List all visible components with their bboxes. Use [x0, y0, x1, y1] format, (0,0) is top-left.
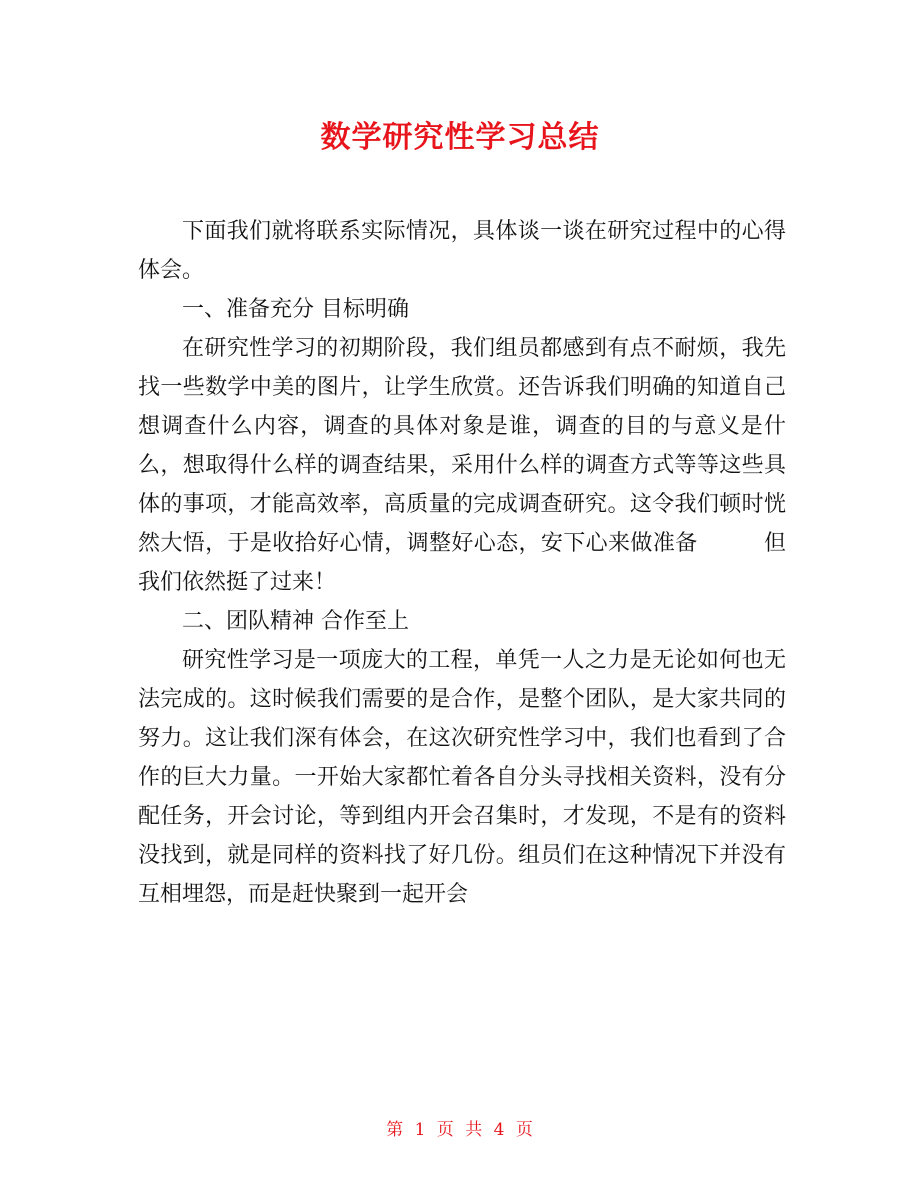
heading-teamwork: 二、团队精神 合作至上 [182, 609, 409, 634]
paragraph-preparation-ending: 但我们依然挺了过来！ [138, 531, 786, 595]
paragraph-intro: 下面我们就将联系实际情况，具体谈一谈在研究过程中的心得体会。 [138, 219, 786, 283]
page-number-footer: 第 1 页 共 4 页 [386, 1120, 534, 1140]
document-title: 数学研究性学习总结 [320, 120, 600, 155]
paragraph-preparation [138, 329, 786, 602]
document-body [138, 212, 786, 914]
heading-preparation: 一、准备充分 目标明确 [182, 297, 409, 322]
paragraph-teamwork: 研究性学习是一项庞大的工程，单凭一人之力是无论如何也无法完成的。这时候我们需要的是合作，是整个团队，是大家共同的努力。这让我们深有体会，在这次研究性学习中，我们也看到了合作的巨大力量。一开始大家都忙着各自分头寻找相关资料，没有分配任务，开会讨论，等到组内开会召集时，才发现，不是有的资料没找到，就是同样的资料找了好几份。组员们在这种情况下并没有互相埋怨，而是赶快聚到一起开会 [138, 648, 786, 907]
paragraph-preparation-text: 在研究性学习的初期阶段，我们组员都感到有点不耐烦，我先找一些数学中美的图片，让学生欣赏。还告诉我们明确的知道自己想调查什么内容，调查的具体对象是谁，调查的目的与意义是什么，想取得什么样的调查结果，采用什么样的调查方式等等这些具体的事项，才能高效率，高质量的完成调查研究。这令我们顿时恍然大悟，于是收拾好心情，调整好心态，安下心来做准备 [138, 336, 786, 556]
